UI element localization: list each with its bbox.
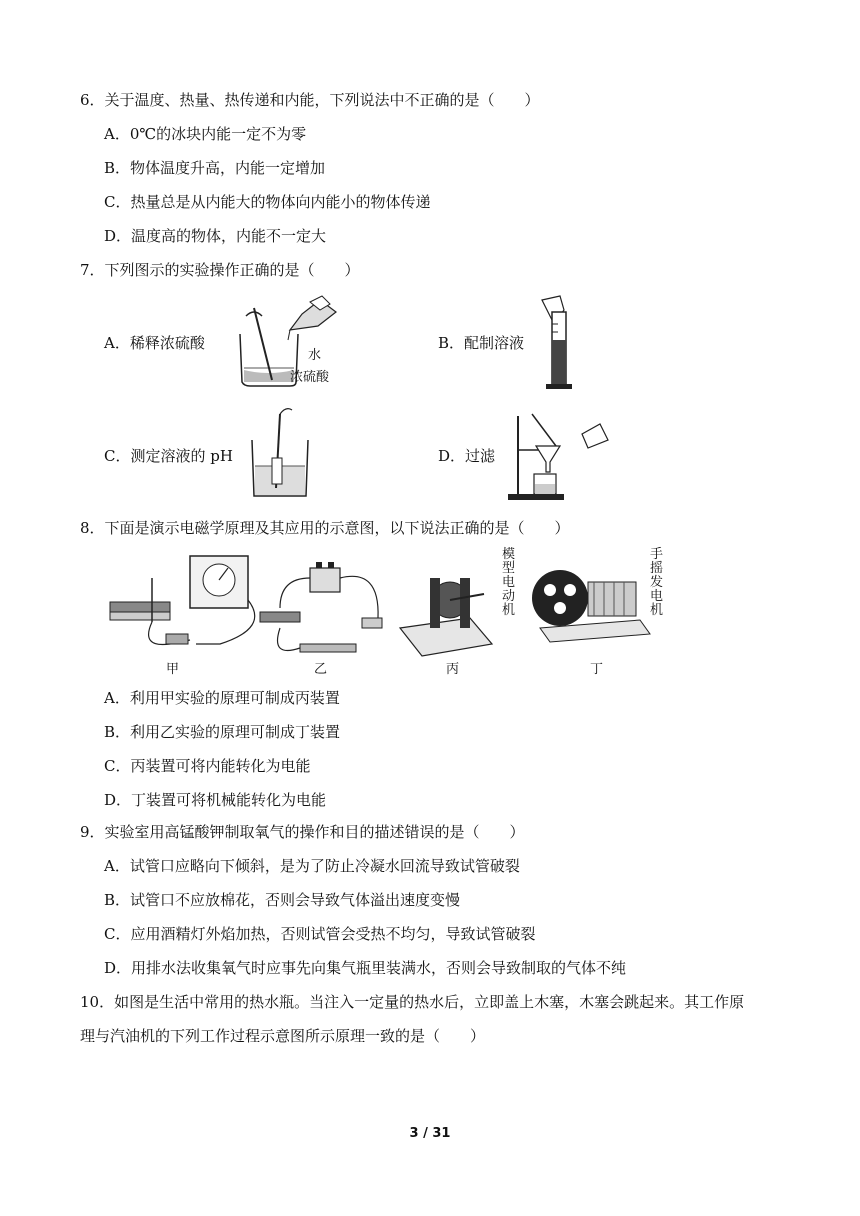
ph-test-figure xyxy=(246,404,316,504)
q8-option-b: B．利用乙实验的原理可制成丁装置 xyxy=(104,723,341,741)
q6-option-b: B．物体温度升高，内能一定增加 xyxy=(104,159,326,177)
q10-stem-line2: 理与汽油机的下列工作过程示意图所示原理一致的是（ ） xyxy=(80,1027,486,1045)
q7-option-d: D．过滤 xyxy=(438,447,496,465)
q7-option-a: A．稀释浓硫酸 xyxy=(104,334,205,352)
q9-option-a: A．试管口应略向下倾斜，是为了防止冷凝水回流导致试管破裂 xyxy=(104,857,520,875)
q7-stem: 7．下列图示的实验操作正确的是（ ） xyxy=(80,261,360,279)
q9-option-c: C．应用酒精灯外焰加热，否则试管会受热不均匀，导致试管破裂 xyxy=(104,925,536,943)
q8-stem: 8．下面是演示电磁学原理及其应用的示意图，以下说法正确的是（ ） xyxy=(80,519,570,537)
q7-option-c: C．测定溶液的 pH xyxy=(104,447,233,465)
q9-option-d: D．用排水法收集氧气时应事先向集气瓶里装满水，否则会导致制取的气体不纯 xyxy=(104,959,627,977)
q9-stem: 9．实验室用高锰酸钾制取氧气的操作和目的描述错误的是（ ） xyxy=(80,823,525,841)
conc-acid-label: 浓硫酸 xyxy=(290,370,330,385)
q7-option-b: B．配制溶液 xyxy=(438,334,525,352)
q8-option-c: C．丙装置可将内能转化为电能 xyxy=(104,757,311,775)
figure-label-yi: 乙 xyxy=(314,662,328,677)
q6-option-a: A．0℃的冰块内能一定不为零 xyxy=(104,125,307,143)
dilute-acid-figure xyxy=(232,294,352,394)
q6-option-d: D．温度高的物体，内能不一定大 xyxy=(104,227,327,245)
model-motor-label: 模型电动机 xyxy=(502,547,516,618)
q6-option-c: C．热量总是从内能大的物体向内能小的物体传递 xyxy=(104,193,431,211)
water-label: 水 xyxy=(308,348,322,363)
q9-option-b: B．试管口不应放棉花，否则会导致气体溢出速度变慢 xyxy=(104,891,461,909)
model-motor-drawing xyxy=(400,578,492,656)
experiment-yi-drawing xyxy=(260,562,382,652)
electromagnetism-figure-strip xyxy=(100,548,670,678)
filtration-figure xyxy=(504,404,614,504)
figure-label-jia: 甲 xyxy=(166,662,180,677)
figure-label-bing: 丙 xyxy=(446,662,460,677)
page-number: 3 / 31 xyxy=(409,1126,451,1141)
experiment-jia-drawing xyxy=(110,556,255,645)
figure-label-ding: 丁 xyxy=(590,662,604,677)
hand-generator-label: 手摇发电机 xyxy=(650,547,664,618)
q6-stem: 6．关于温度、热量、热传递和内能，下列说法中不正确的是（ ） xyxy=(80,91,540,109)
measuring-cylinder-figure xyxy=(536,294,596,394)
q8-option-a: A．利用甲实验的原理可制成丙装置 xyxy=(104,689,340,707)
hand-generator-drawing xyxy=(532,570,650,642)
q10-stem-line1: 10．如图是生活中常用的热水瓶。当注入一定量的热水后，立即盖上木塞，木塞会跳起来。其工作原 xyxy=(80,993,745,1011)
q8-option-d: D．丁装置可将机械能转化为电能 xyxy=(104,791,327,809)
